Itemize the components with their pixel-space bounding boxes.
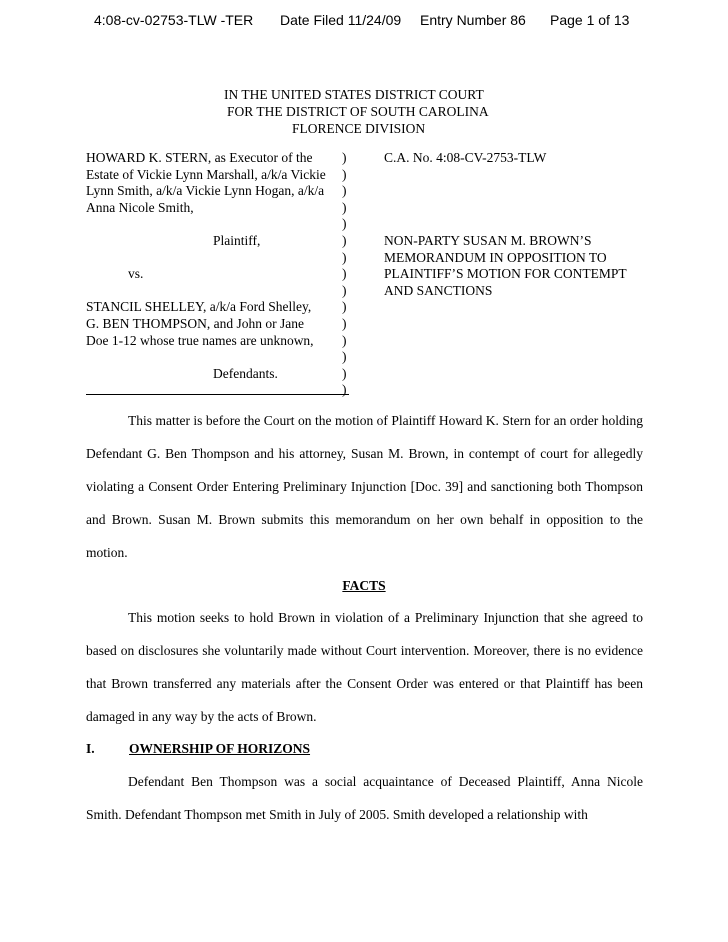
caption-right [384,150,627,299]
doc-title-line: PLAINTIFF’S MOTION FOR CONTEMPT [384,266,627,282]
caption-party-line: Defendants. [213,365,278,381]
caption-paren: ) [342,332,347,348]
section-number: I. [86,741,95,756]
caption-paren: ) [342,315,347,331]
caption-paren: ) [342,266,347,282]
caption-paren: ) [342,232,347,248]
date-filed: Date Filed 11/24/09 [280,12,402,28]
caption-paren: ) [342,150,347,165]
caption-parentheses [342,150,347,399]
entry-number: Entry Number 86 [420,12,526,28]
doc-title-line: AND SANCTIONS [384,282,493,298]
doc-title-line: MEMORANDUM IN OPPOSITION TO [384,249,607,265]
caption-paren: ) [342,282,347,298]
section-title: OWNERSHIP OF HORIZONS [129,741,311,756]
facts-section [86,601,643,733]
caption-party-line [86,283,342,300]
section1-body [86,765,643,831]
caption-paren: ) [342,349,347,365]
case-number: 4:08-cv-02753-TLW -TER [94,12,254,28]
court-line-2: FOR THE DISTRICT OF SOUTH CAROLINA [227,104,489,119]
court-line-1: IN THE UNITED STATES DISTRICT COURT [224,87,484,102]
caption-party-line: HOWARD K. STERN, as Executor of the [86,150,313,165]
caption-paren: ) [342,365,347,381]
caption-paren: ) [342,216,347,232]
caption-paren: ) [342,382,347,398]
caption-party-line: STANCIL SHELLEY, a/k/a Ford Shelley, [86,299,312,315]
case-number-caption: C.A. No. 4:08-CV-2753-TLW [384,150,547,165]
facts-heading: FACTS [342,578,386,593]
caption-paren: ) [342,249,347,265]
caption-party-line [86,382,342,399]
facts-paragraph: This motion seeks to hold Brown in violation of a Preliminary Injunction that she agreed to based on disclosures she voluntarily made without Court intervention. Moreover, there is no evidence that Brown transferred any materials after the Consent Order was entered or that Plaintiff has been damaged in any way by the acts of Brown. [86,610,643,724]
caption-party-line: vs. [128,266,144,282]
caption-party-line: G. BEN THOMPSON, and John or Jane [86,315,304,331]
caption-party-line: Plaintiff, [213,232,261,248]
caption-party-line [86,216,342,233]
caption-party-line: Doe 1-12 whose true names are unknown, [86,332,314,348]
caption-paren: ) [342,299,347,315]
caption-party-line [86,250,342,267]
caption-party-line: Lynn Smith, a/k/a Vickie Lynn Hogan, a/k/a [86,183,325,199]
caption-parties [86,150,342,399]
caption-party-line: Anna Nicole Smith, [86,199,194,215]
caption-party-line [86,349,342,366]
intro-paragraph: This matter is before the Court on the motion of Plaintiff Howard K. Stern for an order holding Defendant G. Ben Thompson and his attorney, Susan M. Brown, in contempt of court for allegedly violating a Consent Order Entering Preliminary Injunction [Doc. 39] and sanctioning both Thompson and Brown. Susan M. Brown submits this memorandum on her own behalf in opposition to the motion. [86,413,643,560]
caption-paren: ) [342,166,347,182]
caption-paren: ) [342,183,347,199]
caption-paren: ) [342,199,347,215]
intro-section [86,404,643,569]
caption-rule [86,394,349,395]
doc-title-line: NON-PARTY SUSAN M. BROWN’S [384,232,592,248]
section1-paragraph: Defendant Ben Thompson was a social acquaintance of Deceased Plaintiff, Anna Nicole Smith. Defendant Thompson met Smith in July of 2005. Smith developed a relationship with [86,774,643,822]
court-line-3: FLORENCE DIVISION [292,121,426,136]
page-number: Page 1 of 13 [550,12,630,28]
caption-party-line: Estate of Vickie Lynn Marshall, a/k/a Vickie [86,166,326,182]
